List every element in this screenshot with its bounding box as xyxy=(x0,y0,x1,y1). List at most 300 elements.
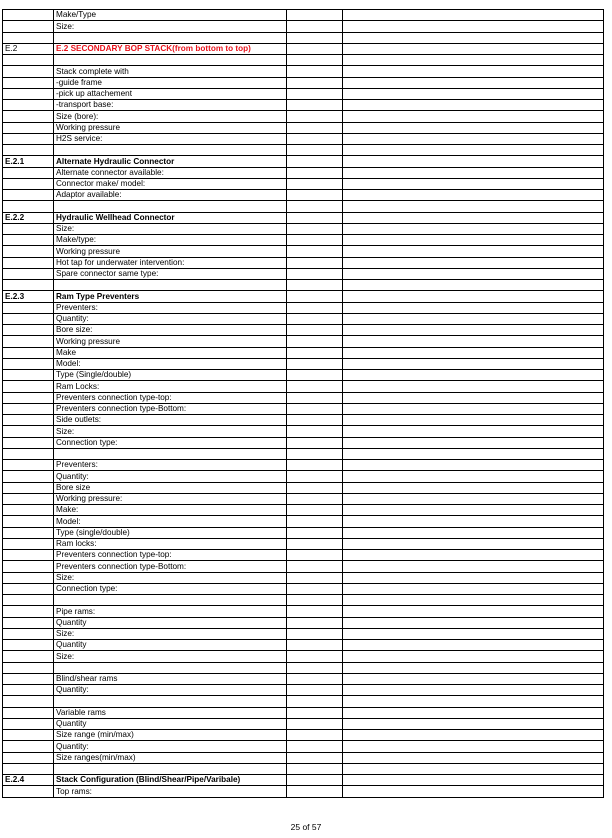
remarks-cell xyxy=(343,88,604,99)
table-row xyxy=(3,516,604,527)
table-row xyxy=(3,730,604,741)
table-row xyxy=(3,448,604,459)
remarks-cell xyxy=(343,201,604,212)
answer-cell xyxy=(287,21,343,32)
section-code-cell xyxy=(3,696,54,707)
table-row xyxy=(3,583,604,594)
remarks-cell xyxy=(343,583,604,594)
remarks-cell xyxy=(343,595,604,606)
section-code-cell: E.2.2 xyxy=(3,212,54,223)
section-code-cell xyxy=(3,403,54,414)
table-row xyxy=(3,651,604,662)
table-row xyxy=(3,32,604,43)
remarks-cell xyxy=(343,43,604,54)
table-row xyxy=(3,178,604,189)
section-code-cell xyxy=(3,718,54,729)
section-code-cell xyxy=(3,190,54,201)
item-label-cell: Quantity: xyxy=(54,471,287,482)
section-code-cell xyxy=(3,246,54,257)
item-label-cell: Type (Single/double) xyxy=(54,370,287,381)
section-code-cell xyxy=(3,280,54,291)
table-row xyxy=(3,460,604,471)
table-row xyxy=(3,268,604,279)
table-row xyxy=(3,662,604,673)
item-label-cell: Size ranges(min/max) xyxy=(54,752,287,763)
table-row xyxy=(3,617,604,628)
answer-cell xyxy=(287,246,343,257)
table-row xyxy=(3,291,604,302)
item-label-cell: Model: xyxy=(54,358,287,369)
table-row xyxy=(3,55,604,66)
section-code-cell xyxy=(3,257,54,268)
section-code-cell xyxy=(3,640,54,651)
table-row xyxy=(3,505,604,516)
item-label-cell: Preventers: xyxy=(54,302,287,313)
item-label-cell xyxy=(54,280,287,291)
remarks-cell xyxy=(343,178,604,189)
item-label-cell: Ram locks: xyxy=(54,538,287,549)
remarks-cell xyxy=(343,280,604,291)
remarks-cell xyxy=(343,651,604,662)
answer-cell xyxy=(287,212,343,223)
item-label-cell xyxy=(54,32,287,43)
table-row xyxy=(3,133,604,144)
table-row xyxy=(3,471,604,482)
section-code-cell: E.2.3 xyxy=(3,291,54,302)
section-code-cell xyxy=(3,730,54,741)
section-code-cell xyxy=(3,460,54,471)
remarks-cell xyxy=(343,403,604,414)
table-row xyxy=(3,527,604,538)
table-row xyxy=(3,257,604,268)
answer-cell xyxy=(287,313,343,324)
section-code-cell xyxy=(3,66,54,77)
remarks-cell xyxy=(343,550,604,561)
item-label-cell: Size: xyxy=(54,426,287,437)
table-row xyxy=(3,685,604,696)
section-code-cell xyxy=(3,572,54,583)
answer-cell xyxy=(287,595,343,606)
remarks-cell xyxy=(343,460,604,471)
remarks-cell xyxy=(343,10,604,21)
section-code-cell xyxy=(3,471,54,482)
table-row xyxy=(3,88,604,99)
section-code-cell xyxy=(3,561,54,572)
answer-cell xyxy=(287,572,343,583)
answer-cell xyxy=(287,505,343,516)
item-label-cell xyxy=(54,55,287,66)
section-code-cell xyxy=(3,606,54,617)
item-label-cell: Ram Locks: xyxy=(54,381,287,392)
remarks-cell xyxy=(343,628,604,639)
section-code-cell xyxy=(3,325,54,336)
answer-cell xyxy=(287,32,343,43)
item-label-cell: Ram Type Preventers xyxy=(54,291,287,302)
table-row xyxy=(3,347,604,358)
item-label-cell xyxy=(54,448,287,459)
table-row xyxy=(3,381,604,392)
item-label-cell: Blind/shear rams xyxy=(54,673,287,684)
item-label-cell: Preventers connection type-Bottom: xyxy=(54,403,287,414)
item-label-cell: Make xyxy=(54,347,287,358)
table-row xyxy=(3,235,604,246)
answer-cell xyxy=(287,77,343,88)
table-row xyxy=(3,775,604,786)
item-label-cell: Working pressure xyxy=(54,336,287,347)
item-label-cell: E.2 SECONDARY BOP STACK(from bottom to top) xyxy=(54,43,287,54)
table-row xyxy=(3,482,604,493)
remarks-cell xyxy=(343,156,604,167)
section-code-cell xyxy=(3,10,54,21)
table-row xyxy=(3,66,604,77)
item-label-cell: Size: xyxy=(54,628,287,639)
item-label-cell: Make/type: xyxy=(54,235,287,246)
section-code-cell xyxy=(3,21,54,32)
remarks-cell xyxy=(343,21,604,32)
remarks-cell xyxy=(343,730,604,741)
section-code-cell xyxy=(3,617,54,628)
remarks-cell xyxy=(343,448,604,459)
item-label-cell: Top rams: xyxy=(54,786,287,797)
item-label-cell: -pick up attachement xyxy=(54,88,287,99)
answer-cell xyxy=(287,347,343,358)
section-code-cell: E.2.1 xyxy=(3,156,54,167)
item-label-cell: Quantity xyxy=(54,718,287,729)
remarks-cell xyxy=(343,741,604,752)
section-code-cell xyxy=(3,381,54,392)
section-code-cell xyxy=(3,313,54,324)
answer-cell xyxy=(287,538,343,549)
section-code-cell xyxy=(3,482,54,493)
item-label-cell: Stack Configuration (Blind/Shear/Pipe/Varibale) xyxy=(54,775,287,786)
answer-cell xyxy=(287,741,343,752)
section-code-cell xyxy=(3,673,54,684)
section-code-cell xyxy=(3,133,54,144)
item-label-cell: Working pressure xyxy=(54,246,287,257)
table-row xyxy=(3,718,604,729)
section-code-cell xyxy=(3,651,54,662)
table-row xyxy=(3,752,604,763)
section-code-cell xyxy=(3,595,54,606)
table-row xyxy=(3,370,604,381)
remarks-cell xyxy=(343,111,604,122)
section-code-cell xyxy=(3,223,54,234)
item-label-cell: Hydraulic Wellhead Connector xyxy=(54,212,287,223)
table-row xyxy=(3,595,604,606)
answer-cell xyxy=(287,302,343,313)
table-row xyxy=(3,437,604,448)
item-label-cell: Spare connector same type: xyxy=(54,268,287,279)
section-code-cell xyxy=(3,426,54,437)
table-row xyxy=(3,325,604,336)
remarks-cell xyxy=(343,572,604,583)
table-row xyxy=(3,156,604,167)
answer-cell xyxy=(287,628,343,639)
answer-cell xyxy=(287,291,343,302)
remarks-cell xyxy=(343,437,604,448)
remarks-cell xyxy=(343,358,604,369)
answer-cell xyxy=(287,325,343,336)
answer-cell xyxy=(287,527,343,538)
answer-cell xyxy=(287,403,343,414)
item-label-cell: Size: xyxy=(54,572,287,583)
answer-cell xyxy=(287,617,343,628)
item-label-cell: Preventers connection type-top: xyxy=(54,392,287,403)
remarks-cell xyxy=(343,617,604,628)
section-code-cell xyxy=(3,550,54,561)
section-code-cell xyxy=(3,370,54,381)
item-label-cell: Quantity xyxy=(54,617,287,628)
remarks-cell xyxy=(343,235,604,246)
answer-cell xyxy=(287,640,343,651)
table-row xyxy=(3,167,604,178)
section-code-cell xyxy=(3,268,54,279)
answer-cell xyxy=(287,561,343,572)
remarks-cell xyxy=(343,291,604,302)
answer-cell xyxy=(287,280,343,291)
section-code-cell xyxy=(3,100,54,111)
answer-cell xyxy=(287,223,343,234)
answer-cell xyxy=(287,718,343,729)
remarks-cell xyxy=(343,145,604,156)
table-row xyxy=(3,673,604,684)
answer-cell xyxy=(287,66,343,77)
answer-cell xyxy=(287,145,343,156)
remarks-cell xyxy=(343,325,604,336)
item-label-cell: Connection type: xyxy=(54,583,287,594)
remarks-cell xyxy=(343,313,604,324)
remarks-cell xyxy=(343,32,604,43)
bop-stack-form-table xyxy=(2,9,604,798)
item-label-cell xyxy=(54,595,287,606)
table-row xyxy=(3,763,604,774)
table-row xyxy=(3,538,604,549)
section-code-cell xyxy=(3,685,54,696)
table-row xyxy=(3,561,604,572)
section-code-cell xyxy=(3,707,54,718)
section-code-cell xyxy=(3,302,54,313)
answer-cell xyxy=(287,190,343,201)
remarks-cell xyxy=(343,696,604,707)
item-label-cell: Variable rams xyxy=(54,707,287,718)
remarks-cell xyxy=(343,347,604,358)
answer-cell xyxy=(287,336,343,347)
remarks-cell xyxy=(343,516,604,527)
table-row xyxy=(3,640,604,651)
remarks-cell xyxy=(343,538,604,549)
answer-cell xyxy=(287,685,343,696)
table-row xyxy=(3,426,604,437)
table-row xyxy=(3,786,604,797)
section-code-cell xyxy=(3,55,54,66)
section-code-cell xyxy=(3,88,54,99)
answer-cell xyxy=(287,448,343,459)
answer-cell xyxy=(287,43,343,54)
table-row xyxy=(3,100,604,111)
answer-cell xyxy=(287,482,343,493)
remarks-cell xyxy=(343,370,604,381)
answer-cell xyxy=(287,786,343,797)
remarks-cell xyxy=(343,257,604,268)
remarks-cell xyxy=(343,561,604,572)
answer-cell xyxy=(287,763,343,774)
answer-cell xyxy=(287,707,343,718)
answer-cell xyxy=(287,358,343,369)
item-label-cell xyxy=(54,662,287,673)
item-label-cell: Working pressure: xyxy=(54,493,287,504)
section-code-cell xyxy=(3,358,54,369)
remarks-cell xyxy=(343,66,604,77)
remarks-cell xyxy=(343,302,604,313)
item-label-cell: Make: xyxy=(54,505,287,516)
table-row xyxy=(3,313,604,324)
section-code-cell xyxy=(3,336,54,347)
remarks-cell xyxy=(343,415,604,426)
item-label-cell: Size range (min/max) xyxy=(54,730,287,741)
section-code-cell xyxy=(3,527,54,538)
section-code-cell xyxy=(3,628,54,639)
remarks-cell xyxy=(343,640,604,651)
answer-cell xyxy=(287,111,343,122)
table-row xyxy=(3,10,604,21)
section-code-cell xyxy=(3,392,54,403)
item-label-cell: -guide frame xyxy=(54,77,287,88)
answer-cell xyxy=(287,201,343,212)
section-code-cell xyxy=(3,178,54,189)
page-number: 25 of 57 xyxy=(290,822,322,832)
answer-cell xyxy=(287,730,343,741)
remarks-cell xyxy=(343,223,604,234)
item-label-cell: Size (bore): xyxy=(54,111,287,122)
remarks-cell xyxy=(343,77,604,88)
table-row xyxy=(3,223,604,234)
table-row xyxy=(3,493,604,504)
remarks-cell xyxy=(343,685,604,696)
table-row xyxy=(3,628,604,639)
table-row xyxy=(3,122,604,133)
table-row xyxy=(3,572,604,583)
item-label-cell: Alternate Hydraulic Connector xyxy=(54,156,287,167)
remarks-cell xyxy=(343,606,604,617)
remarks-cell xyxy=(343,55,604,66)
table-row xyxy=(3,392,604,403)
section-code-cell xyxy=(3,437,54,448)
remarks-cell xyxy=(343,786,604,797)
section-code-cell xyxy=(3,235,54,246)
answer-cell xyxy=(287,392,343,403)
remarks-cell xyxy=(343,122,604,133)
remarks-cell xyxy=(343,426,604,437)
remarks-cell xyxy=(343,471,604,482)
item-label-cell: -transport base: xyxy=(54,100,287,111)
item-label-cell xyxy=(54,763,287,774)
answer-cell xyxy=(287,167,343,178)
answer-cell xyxy=(287,426,343,437)
item-label-cell: Preventers connection type-top: xyxy=(54,550,287,561)
remarks-cell xyxy=(343,752,604,763)
remarks-cell xyxy=(343,212,604,223)
table-row xyxy=(3,246,604,257)
remarks-cell xyxy=(343,482,604,493)
item-label-cell: Size: xyxy=(54,21,287,32)
table-row xyxy=(3,606,604,617)
answer-cell xyxy=(287,696,343,707)
answer-cell xyxy=(287,471,343,482)
item-label-cell: Size: xyxy=(54,223,287,234)
item-label-cell: Hot tap for underwater intervention: xyxy=(54,257,287,268)
answer-cell xyxy=(287,550,343,561)
section-code-cell xyxy=(3,111,54,122)
answer-cell xyxy=(287,178,343,189)
remarks-cell xyxy=(343,246,604,257)
section-code-cell xyxy=(3,538,54,549)
remarks-cell xyxy=(343,718,604,729)
table-row xyxy=(3,741,604,752)
answer-cell xyxy=(287,651,343,662)
table-row xyxy=(3,280,604,291)
item-label-cell: H2S service: xyxy=(54,133,287,144)
table-row xyxy=(3,415,604,426)
item-label-cell: Bore size xyxy=(54,482,287,493)
answer-cell xyxy=(287,662,343,673)
table-row xyxy=(3,201,604,212)
item-label-cell: Type (single/double) xyxy=(54,527,287,538)
section-code-cell xyxy=(3,347,54,358)
remarks-cell xyxy=(343,662,604,673)
table-row xyxy=(3,707,604,718)
answer-cell xyxy=(287,88,343,99)
answer-cell xyxy=(287,493,343,504)
table-row xyxy=(3,358,604,369)
section-code-cell xyxy=(3,77,54,88)
answer-cell xyxy=(287,268,343,279)
answer-cell xyxy=(287,381,343,392)
table-row xyxy=(3,190,604,201)
section-code-cell xyxy=(3,122,54,133)
answer-cell xyxy=(287,460,343,471)
remarks-cell xyxy=(343,493,604,504)
table-row xyxy=(3,77,604,88)
item-label-cell xyxy=(54,696,287,707)
answer-cell xyxy=(287,100,343,111)
table-row xyxy=(3,145,604,156)
remarks-cell xyxy=(343,673,604,684)
item-label-cell: Preventers connection type-Bottom: xyxy=(54,561,287,572)
item-label-cell xyxy=(54,201,287,212)
answer-cell xyxy=(287,752,343,763)
section-code-cell xyxy=(3,415,54,426)
section-code-cell: E.2 xyxy=(3,43,54,54)
item-label-cell: Make/Type xyxy=(54,10,287,21)
item-label-cell: Quantity: xyxy=(54,685,287,696)
remarks-cell xyxy=(343,100,604,111)
item-label-cell: Bore size: xyxy=(54,325,287,336)
remarks-cell xyxy=(343,775,604,786)
remarks-cell xyxy=(343,763,604,774)
section-code-cell xyxy=(3,493,54,504)
answer-cell xyxy=(287,437,343,448)
section-code-cell xyxy=(3,167,54,178)
table-row xyxy=(3,21,604,32)
remarks-cell xyxy=(343,707,604,718)
section-code-cell xyxy=(3,763,54,774)
item-label-cell: Quantity xyxy=(54,640,287,651)
section-code-cell: E.2.4 xyxy=(3,775,54,786)
remarks-cell xyxy=(343,336,604,347)
table-row xyxy=(3,696,604,707)
section-code-cell xyxy=(3,741,54,752)
section-code-cell xyxy=(3,752,54,763)
